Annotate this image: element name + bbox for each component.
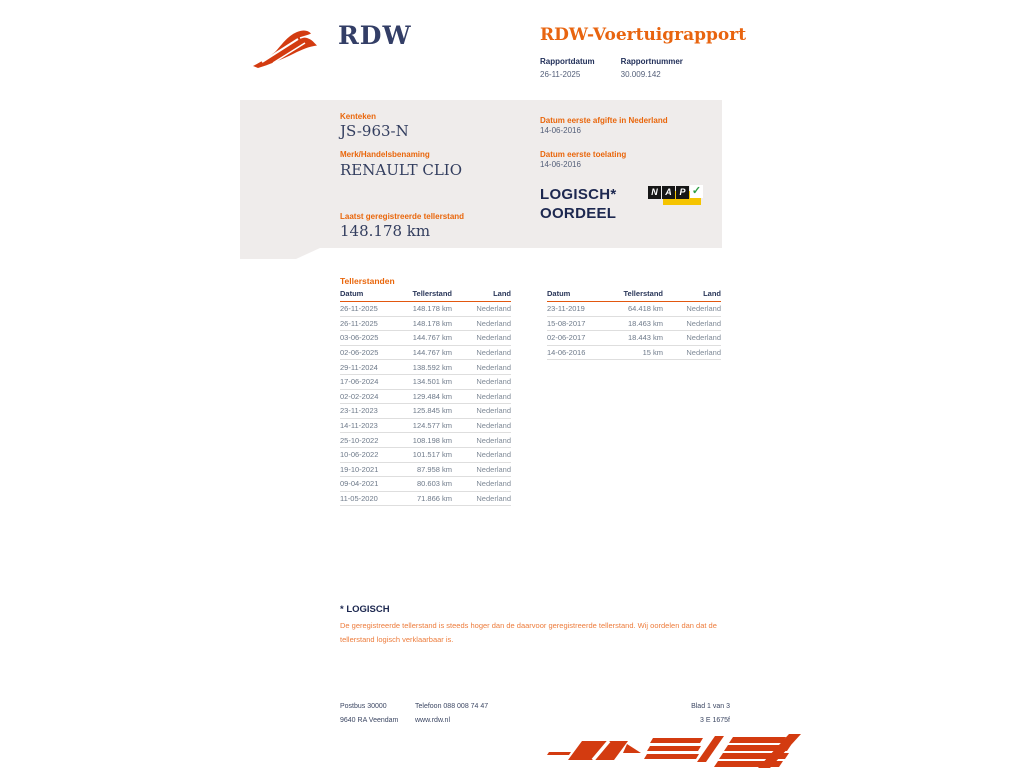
table-cell: 108.198 km <box>402 433 452 448</box>
nap-checkmark-icon: ✓ <box>691 185 702 197</box>
table-cell: Nederland <box>452 491 511 506</box>
tellerstand-label: Laatst geregistreerde tellerstand <box>340 212 465 221</box>
table-row <box>340 302 511 317</box>
table-row <box>547 316 721 331</box>
table-cell: Nederland <box>663 345 721 360</box>
table-cell: Nederland <box>452 331 511 346</box>
table-cell: 138.592 km <box>402 360 452 375</box>
table-row <box>340 491 511 506</box>
table-cell: Nederland <box>452 345 511 360</box>
odometer-table-left <box>340 289 511 506</box>
nap-letter-p: P <box>676 186 689 199</box>
table-cell: 02-02-2024 <box>340 389 402 404</box>
table-row <box>547 302 721 317</box>
table-cell: 101.517 km <box>402 447 452 462</box>
footer-address <box>340 700 398 728</box>
oordeel-line1: LOGISCH* <box>540 186 617 203</box>
oordeel-line2: OORDEEL <box>540 205 617 222</box>
footer-phone: Telefoon 088 008 74 47 <box>415 703 489 710</box>
table-cell: 15 km <box>609 345 663 360</box>
table-cell: Nederland <box>452 477 511 492</box>
vehicle-summary-panel <box>240 100 722 248</box>
column-header-tellerstand: Tellerstand <box>402 289 452 302</box>
table-cell: 17-06-2024 <box>340 374 402 389</box>
table-cell: Nederland <box>663 331 721 346</box>
table-cell: Nederland <box>452 374 511 389</box>
table-row <box>340 345 511 360</box>
table-cell: 148.178 km <box>402 316 452 331</box>
table-cell: 23-11-2019 <box>547 302 609 317</box>
table-row <box>340 447 511 462</box>
table-cell: 14-11-2023 <box>340 418 402 433</box>
odometer-table-right <box>547 289 721 360</box>
column-header-tellerstand: Tellerstand <box>609 289 663 302</box>
table-cell: Nederland <box>452 447 511 462</box>
page-title: RDW-Voertuigrapport <box>540 25 747 45</box>
table-row <box>340 360 511 375</box>
table-cell: Nederland <box>663 316 721 331</box>
report-number-value: 30.009.142 <box>620 70 661 79</box>
table-row <box>547 345 721 360</box>
report-date-block <box>540 57 595 79</box>
table-row <box>340 477 511 492</box>
table-cell: 10-06-2022 <box>340 447 402 462</box>
kenteken-value: JS-963-N <box>340 122 409 140</box>
report-date-label: Rapportdatum <box>540 57 595 66</box>
rdw-bird-logo-icon <box>250 26 332 72</box>
table-cell: 02-06-2017 <box>547 331 609 346</box>
table-cell: 80.603 km <box>402 477 452 492</box>
table-cell: Nederland <box>452 404 511 419</box>
tellerstanden-section-title: Tellerstanden <box>340 276 395 286</box>
table-row <box>340 462 511 477</box>
table-cell: 18.463 km <box>609 316 663 331</box>
table-cell: Nederland <box>452 360 511 375</box>
table-row <box>340 331 511 346</box>
kenteken-label: Kenteken <box>340 112 377 121</box>
table-row <box>340 418 511 433</box>
merk-label: Merk/Handelsbenaming <box>340 150 430 159</box>
table-header-row <box>547 289 721 302</box>
nap-letter-n: N <box>648 186 661 199</box>
table-cell: Nederland <box>452 316 511 331</box>
table-cell: 124.577 km <box>402 418 452 433</box>
table-cell: 87.958 km <box>402 462 452 477</box>
afgifte-value: 14-06-2016 <box>540 126 581 135</box>
report-date-value: 26-11-2025 <box>540 70 581 79</box>
table-cell: Nederland <box>452 389 511 404</box>
column-header-datum: Datum <box>547 289 609 302</box>
table-cell: 64.418 km <box>609 302 663 317</box>
footer-address-line1: Postbus 30000 <box>340 703 387 710</box>
column-header-land: Land <box>663 289 721 302</box>
table-cell: 29-11-2024 <box>340 360 402 375</box>
table-row <box>340 316 511 331</box>
footer-page-info <box>610 700 730 728</box>
table-row <box>340 404 511 419</box>
nap-letter-a: A <box>662 186 675 199</box>
toelating-label: Datum eerste toelating <box>540 150 627 159</box>
column-header-land: Land <box>452 289 511 302</box>
merk-value: RENAULT CLIO <box>340 161 463 179</box>
table-cell: 14-06-2016 <box>547 345 609 360</box>
report-number-label: Rapportnummer <box>620 57 683 66</box>
table-cell: Nederland <box>452 433 511 448</box>
table-cell: Nederland <box>452 418 511 433</box>
rdw-logotype: RDW <box>338 21 412 50</box>
table-row <box>547 331 721 346</box>
report-meta <box>540 57 683 79</box>
oordeel-text <box>540 185 617 223</box>
footer-form-code: 3 E 1675f <box>700 717 730 724</box>
report-number-block <box>621 57 683 79</box>
table-cell: 18.443 km <box>609 331 663 346</box>
table-cell: 03-06-2025 <box>340 331 402 346</box>
table-row <box>340 389 511 404</box>
footer-contact <box>415 700 488 728</box>
table-cell: 09-04-2021 <box>340 477 402 492</box>
column-header-datum: Datum <box>340 289 402 302</box>
table-cell: 26-11-2025 <box>340 302 402 317</box>
table-cell: Nederland <box>452 462 511 477</box>
footer-address-line2: 9640 RA Veendam <box>340 717 399 724</box>
table-row <box>340 374 511 389</box>
table-cell: 129.484 km <box>402 389 452 404</box>
table-row <box>340 433 511 448</box>
table-cell: 15-08-2017 <box>547 316 609 331</box>
table-cell: 144.767 km <box>402 331 452 346</box>
table-cell: 71.866 km <box>402 491 452 506</box>
footnote-text: De geregistreerde tellerstand is steeds hoger dan de daarvoor geregistreerde tellerstand. Wij oordelen dan dat de tellerstand logisch verklaarbaar is. <box>340 621 717 644</box>
footer-page-number: Blad 1 van 3 <box>691 703 730 710</box>
footnote-title: * LOGISCH <box>340 604 390 615</box>
table-cell: 19-10-2021 <box>340 462 402 477</box>
toelating-value: 14-06-2016 <box>540 160 581 169</box>
table-cell: 02-06-2025 <box>340 345 402 360</box>
table-cell: 125.845 km <box>402 404 452 419</box>
table-cell: 148.178 km <box>402 302 452 317</box>
table-cell: 134.501 km <box>402 374 452 389</box>
table-cell: 144.767 km <box>402 345 452 360</box>
table-cell: Nederland <box>663 302 721 317</box>
table-header-row <box>340 289 511 302</box>
footer-deco-stripes-graphic <box>543 734 801 768</box>
panel-corner-tab <box>240 248 320 259</box>
footer-website: www.rdw.nl <box>415 717 451 724</box>
table-cell: 23-11-2023 <box>340 404 402 419</box>
table-cell: 26-11-2025 <box>340 316 402 331</box>
table-cell: Nederland <box>452 302 511 317</box>
nap-logo-icon <box>648 184 706 209</box>
table-cell: 25-10-2022 <box>340 433 402 448</box>
afgifte-label: Datum eerste afgifte in Nederland <box>540 116 668 125</box>
tellerstand-value: 148.178 km <box>340 222 431 240</box>
table-cell: 11-05-2020 <box>340 491 402 506</box>
